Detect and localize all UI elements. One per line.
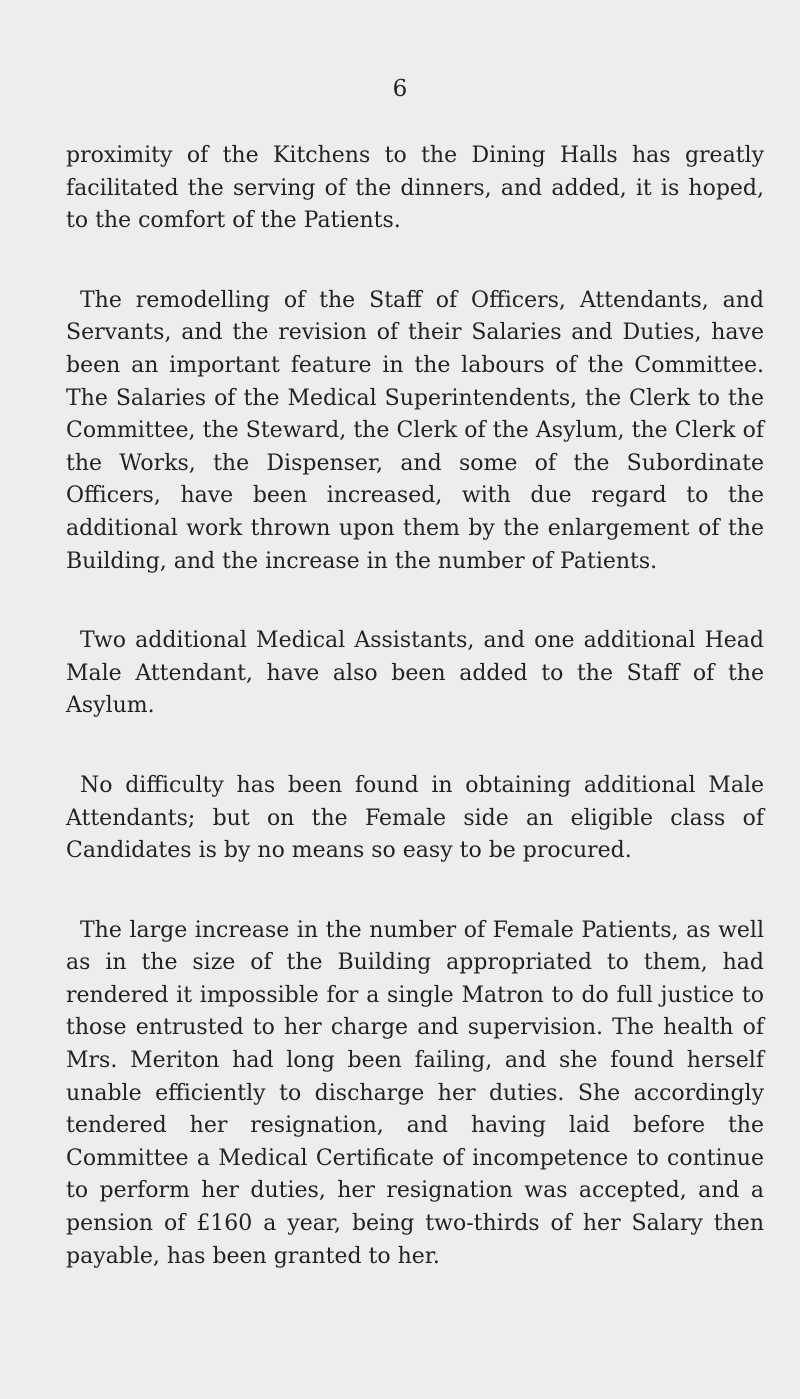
paragraph-kitchen-proximity: proximity of the Kitchens to the Dining Halls has greatly facilitated the serving of the dinners, and added, it is hoped, to the comfort of the Patients. [66, 143, 764, 234]
paragraph-staff-remodelling: The remodelling of the Staff of Officers, Attendants, and Servants, and the revision of their Salaries and Duties, have been an important feature in the labours of the Committee. The Salaries of the Medical Superintendents, the Clerk to the Committee, the Steward, the Clerk of the Asylum, the Clerk of the Works, the Dispenser, and some of the Subordinate Officers, have been increased, with due regard to the additional work thrown upon them by the enlargement of the Building, and the increase in the number of Patients. [66, 287, 764, 574]
paragraph-matron-resignation: The large increase in the number of Female Patients, as well as in the size of the Building appropriated to them, had rendered it impossible for a single Matron to do full justice to those entrusted to her charge and supervision. The health of Mrs. Meriton had long been failing, and she found herself unable efficiently to discharge her duties. She accordingly tendered her resignation, and having laid before the Committee a Medical Certificate of incompetence to continue to perform her duties, her resignation was accepted, and a pension of £160 a year, being two-thirds of her Salary then payable, has been granted to her. [66, 917, 764, 1269]
paragraph-attendants: No difficulty has been found in obtaining additional Male Attendants; but on the Female side an eligible class of Candidates is by no means so easy to be procured. [66, 772, 764, 864]
paragraph-medical-assistants: Two additional Medical Assistants, and one additional Head Male Attendant, have also been added to the Staff of the Asylum. [66, 628, 764, 719]
page-number: 6 [392, 76, 408, 102]
document-body [66, 140, 764, 1273]
